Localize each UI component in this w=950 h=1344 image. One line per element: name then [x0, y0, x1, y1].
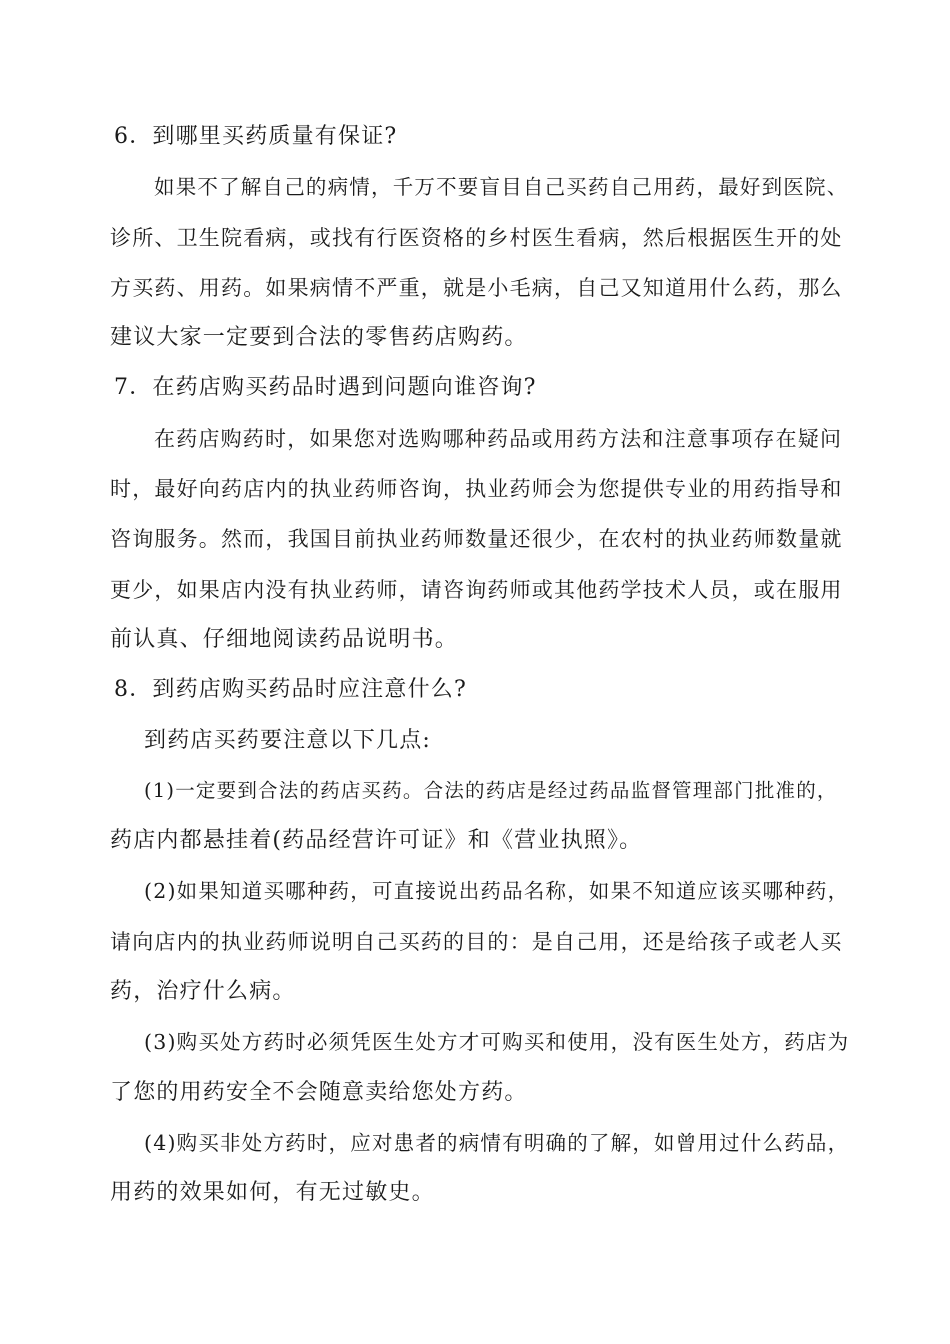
- paragraph-line: 咨询服务。然而，我国目前执业药师数量还很少，在农村的执业药师数量就: [110, 527, 843, 552]
- paragraph-line: 方买药、用药。如果病情不严重，就是小毛病，自己又知道用什么药，那么: [110, 275, 843, 300]
- list-item-2: (2)如果知道买哪种药，可直接说出药品名称，如果不知道应该买哪种药，: [144, 879, 850, 904]
- paragraph-line: 了您的用药安全不会随意卖给您处方药。: [110, 1079, 528, 1105]
- paragraph-line: 时，最好向药店内的执业药师咨询，执业药师会为您提供专业的用药指导和: [110, 477, 843, 502]
- paragraph-line: 前认真、仔细地阅读药品说明书。: [110, 626, 459, 652]
- paragraph-line: 在药店购药时，如果您对选购哪种药品或用药方法和注意事项存在疑问: [154, 426, 843, 451]
- paragraph-line: 诊所、卫生院看病，或找有行医资格的乡村医生看病，然后根据医生开的处: [110, 225, 843, 250]
- paragraph-line: 药，治疗什么病。: [110, 979, 296, 1005]
- question-6-heading: 6．到哪里买药质量有保证?: [114, 124, 398, 149]
- paragraph-line: 到药店买药要注意以下几点:: [144, 727, 432, 753]
- paragraph-line: 请向店内的执业药师说明自己买药的目的：是自己用，还是给孩子或老人买: [110, 929, 843, 954]
- list-item-1: (1)一定要到合法的药店买药。合法的药店是经过药品监督管理部门批准的，: [144, 778, 838, 802]
- paragraph-line: 如果不了解自己的病情，千万不要盲目自己买药自己用药，最好到医院、: [154, 175, 849, 200]
- paragraph-line: 更少，如果店内没有执业药师，请咨询药师或其他药学技术人员，或在服用: [110, 577, 843, 602]
- document-page: [110, 112, 850, 1219]
- list-item-4: (4)购买非处方药时，应对患者的病情有明确的了解，如曾用过什么药品，: [144, 1130, 850, 1155]
- question-7-heading: 7．在药店购买药品时遇到问题向谁咨询?: [114, 375, 537, 401]
- paragraph-line: 用药的效果如何，有无过敏史。: [110, 1180, 435, 1206]
- question-8-heading: 8．到药店购买药品时应注意什么?: [114, 677, 467, 703]
- list-item-3: (3)购买处方药时必须凭医生处方才可购买和使用，没有医生处方，药店为: [144, 1030, 850, 1055]
- paragraph-line: 药店内都悬挂着(药品经营许可证》和《营业执照》。: [110, 828, 643, 854]
- paragraph-line: 建议大家一定要到合法的零售药店购药。: [110, 325, 528, 351]
